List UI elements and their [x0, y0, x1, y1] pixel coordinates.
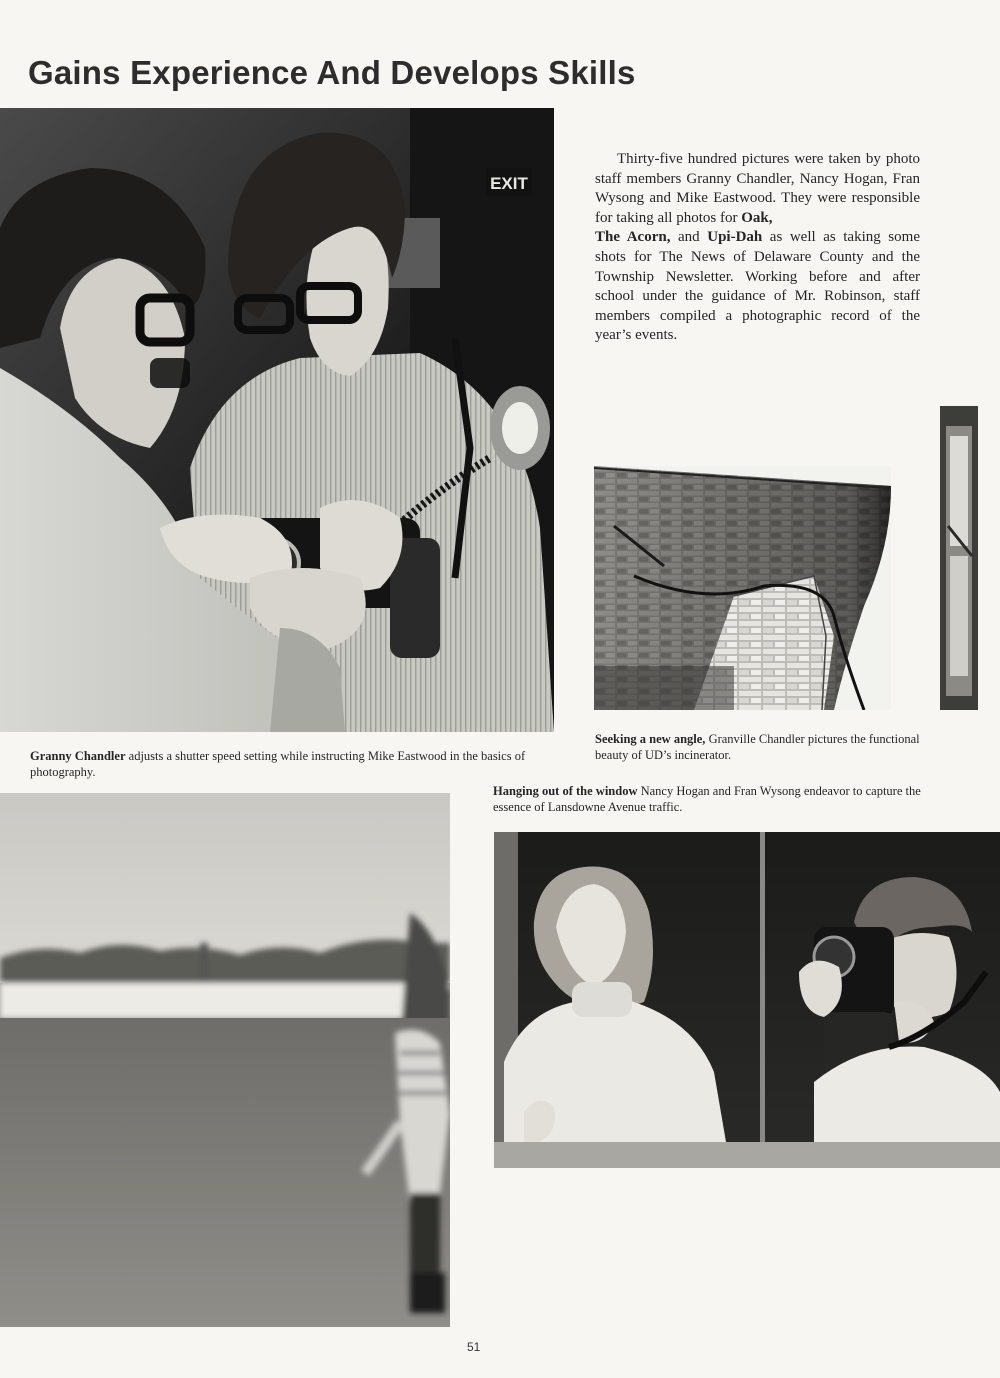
story-text-rest: as well as taking some shots for The News of Delaware County and the Township Newsletter. Working before and after school under the guidance of Mr. Robinson, staff members compiled a photographic record of the year’s events. [595, 229, 920, 344]
caption-camera-lesson [30, 748, 550, 780]
publication-acorn: The Acorn, [595, 229, 671, 246]
story-text-intro: Thirty-five hundred pictures were taken by photo staff members Granny Chandler, Nancy Hogan, Fran Wysong and Mike Eastwood. They were responsible for taking all photos for [595, 151, 920, 226]
page-headline: Gains Experience And Develops Skills [28, 54, 636, 91]
caption-camera-text: adjusts a shutter speed setting while instructing Mike Eastwood in the basics of photography. [30, 749, 526, 779]
caption-incinerator-text: Granville Chandler pictures the functional beauty of UD’s incinerator. [595, 732, 920, 762]
caption-incinerator [595, 731, 920, 763]
caption-window-lead: Hanging out of the window [493, 784, 638, 798]
publication-upidah: Upi-Dah [707, 229, 763, 246]
photo-camera-lesson [0, 108, 554, 732]
photo-window-photographers [494, 832, 1000, 1168]
caption-window [493, 783, 921, 815]
exit-sign-text: EXIT [490, 174, 528, 193]
page-number: 51 [467, 1340, 481, 1354]
publication-oak: Oak, [741, 209, 773, 226]
photo-window-sliver [940, 406, 978, 710]
photo-playing-field [0, 793, 450, 1327]
caption-incinerator-lead: Seeking a new angle, [595, 732, 706, 746]
caption-window-text: Nancy Hogan and Fran Wysong endeavor to capture the essence of Lansdowne Avenue traffic. [493, 784, 921, 814]
photo-incinerator [594, 466, 891, 710]
caption-camera-lead: Granny Chandler [30, 749, 126, 763]
story-body [595, 150, 920, 346]
story-text-and: and [670, 229, 708, 246]
